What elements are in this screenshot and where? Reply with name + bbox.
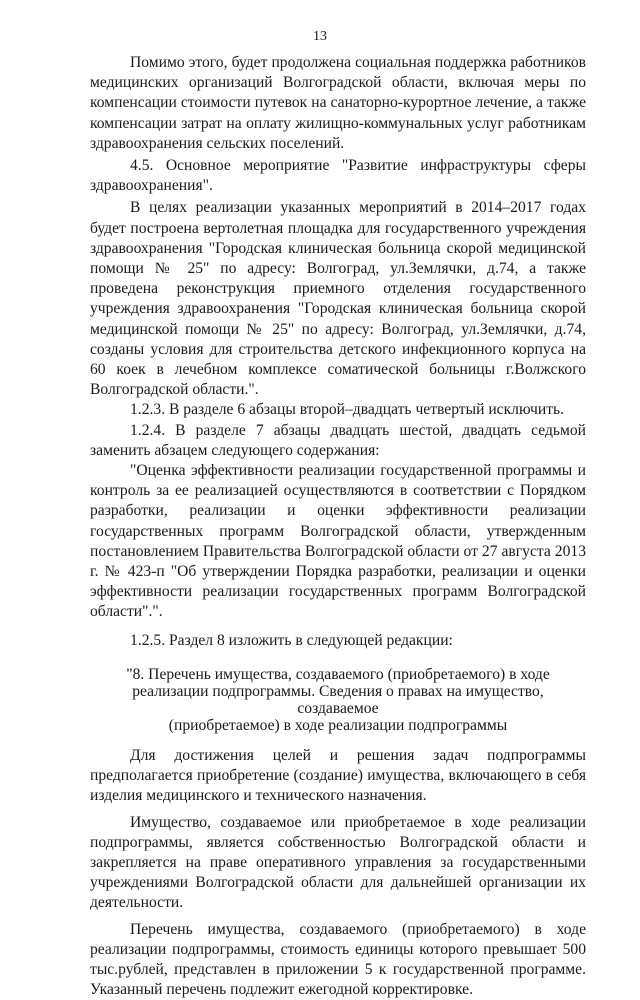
- paragraph-property-ownership: Имущество, создаваемое или приобретаемое в ходе реализации подпрограммы, является собственностью Волгоградской области и закрепляется на праве оперативного управления за государственными учреждениями Волгоградской области для дальнейшей организации их деятельности.: [90, 813, 586, 912]
- paragraph-property-list: Перечень имущества, создаваемого (приобретаемого) в ходе реализации подпрограммы, стоимость единицы которого превышает 500 тыс.рублей, представлен в приложении 5 к государственной программе. Указанный перечень подлежит ежегодной корректировке.: [90, 920, 586, 999]
- paragraph-infrastructure-measures: В целях реализации указанных мероприятий в 2014–2017 годах будет построена вертолетная площадка для государственного учреждения здравоохранения "Городская клиническая больница скорой медицинской помощи № 25" по адресу: Волгоград, ул.Землячки, д.74, а также проведена реконструкция приемного отделения государственного учреждения здравоохранения "Городская клиническая больница скорой медицинской помощи № 25" по адресу: Волгоград, ул.Землячки, д.74, созданы условия для строительства детского инфекционного корпуса на 60 коек в лечебном комплексе соматической больницы г.Волжского Волгоградской области.".: [90, 199, 586, 399]
- paragraph-section-4-5: 4.5. Основное мероприятие "Развитие инфраструктуры сферы здравоохранения".: [90, 157, 586, 195]
- document-body: [90, 53, 586, 1000]
- paragraph-social-support: Помимо этого, будет продолжена социальная поддержка работников медицинских организаций Волгоградской области, включая меры по компенсации стоимости путевок на санаторно-курортное лечение, а также компенсации затрат на оплату жилищно-коммунальных услуг работникам здравоохранения сельских поселений.: [90, 54, 586, 152]
- section-8-heading: [90, 666, 586, 734]
- heading-line: "8. Перечень имущества, создаваемого (приобретаемого) в ходе: [126, 665, 550, 683]
- page-number: 13: [313, 29, 327, 44]
- paragraph-property-acquisition: Для достижения целей и решения задач подпрограммы предполагается приобретение (создание) имущества, включающего в себя изделия медицинского и технического назначения.: [90, 746, 586, 805]
- paragraph-1-2-3: 1.2.3. В разделе 6 абзацы второй–двадцать четвертый исключить.: [130, 401, 565, 419]
- heading-line: (приобретаемое) в ходе реализации подпрограммы: [168, 716, 508, 734]
- paragraph-evaluation-quote: "Оценка эффективности реализации государственной программы и контроль за ее реализацией осуществляются в соответствии с Порядком разработки, реализации и оценки эффективности реализации государственных программ Волгоградской области, утвержденным постановлением Правительства Волгоградской области от 27 августа 2013 г. № 423-п "Об утверждении Порядка разработки, реализации и оценки эффективности реализации государственных программ Волгоградской области".".: [90, 462, 586, 621]
- paragraph-1-2-5: 1.2.5. Раздел 8 изложить в следующей редакции:: [130, 631, 453, 649]
- paragraph-1-2-4: 1.2.4. В разделе 7 абзацы двадцать шестой, двадцать седьмой заменить абзацем следующего содержания:: [90, 421, 586, 459]
- heading-line: реализации подпрограммы. Сведения о правах на имущество, создаваемое: [132, 682, 544, 717]
